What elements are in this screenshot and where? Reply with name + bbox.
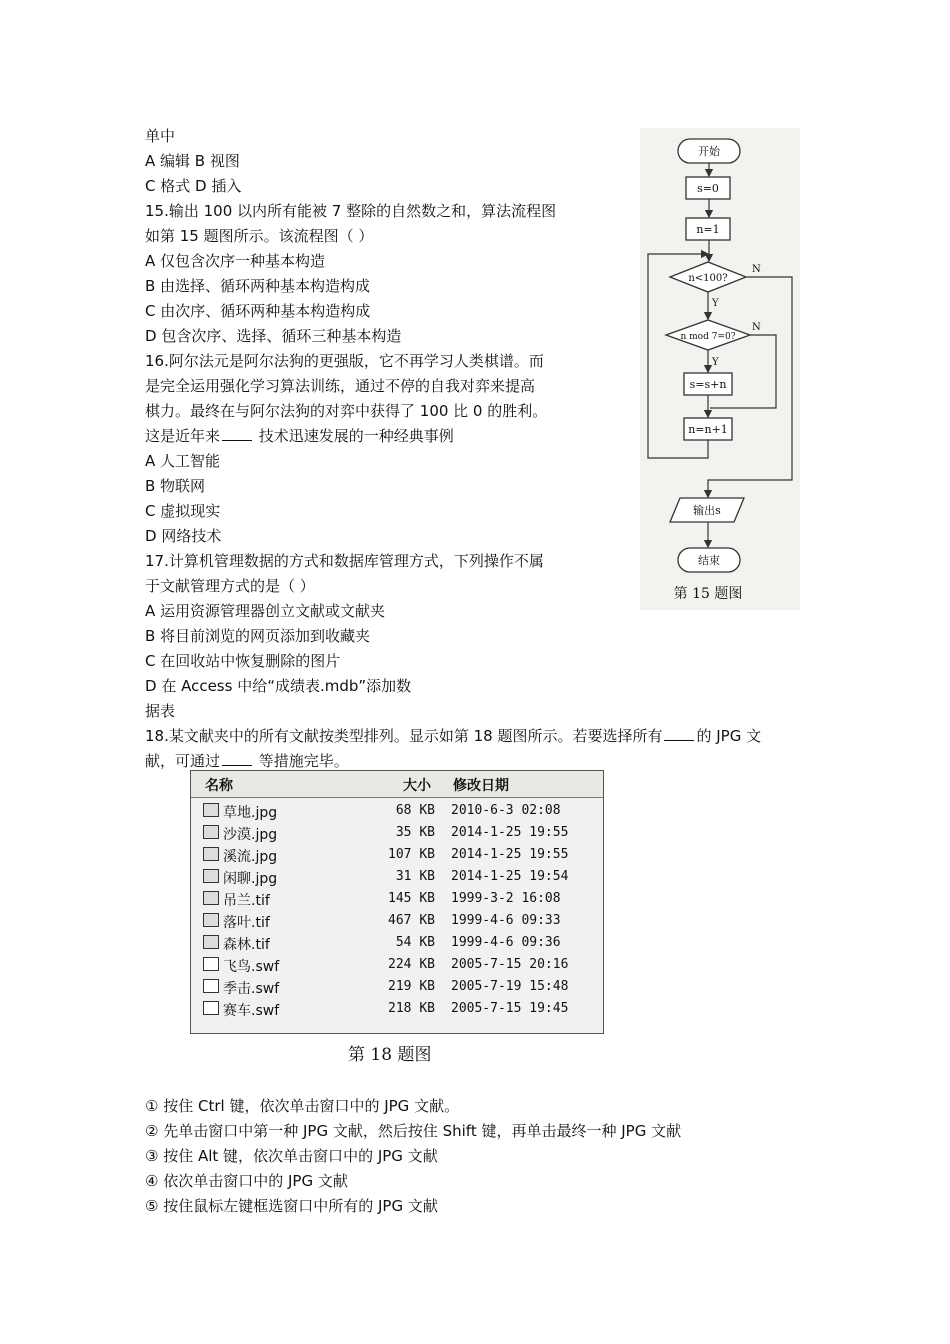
- text-fragment: 等措施完毕。: [254, 752, 349, 770]
- file-name: 飞鸟.swf: [223, 959, 280, 975]
- question-17-stem: 17.计算机管理数据的方式和数据库管理方式，下列操作不属: [145, 552, 544, 570]
- file-row: [191, 866, 603, 888]
- file-name: 溪流.jpg: [223, 849, 278, 865]
- file-date: 2005-7-15 19:45: [451, 1001, 569, 1016]
- file-row: [191, 844, 603, 866]
- image-file-icon: [203, 825, 219, 839]
- flow-label: n=1: [696, 223, 720, 236]
- option-5: ⑤ 按住鼠标左键框选窗口中所有的 JPG 文献: [145, 1197, 438, 1215]
- text-fragment: 技术迅速发展的一种经典事例: [254, 427, 454, 445]
- question-15-stem: 15.输出 100 以内所有能被 7 整除的自然数之和，算法流程图: [145, 202, 557, 220]
- question-18-stem: [145, 724, 761, 748]
- option-b: B 将目前浏览的网页添加到收藏夹: [145, 627, 371, 645]
- option-d: D 在 Access 中给“成绩表.mdb”添加数: [145, 677, 412, 695]
- file-date: 1999-3-2 16:08: [451, 891, 561, 906]
- file-name: 森林.tif: [223, 937, 270, 953]
- figure-caption: 第 18 题图: [348, 1045, 432, 1065]
- option-1: ① 按住 Ctrl 键，依次单击窗口中的 JPG 文献。: [145, 1097, 460, 1115]
- text-line: C 格式 D 插入: [145, 177, 242, 195]
- file-date: 1999-4-6 09:36: [451, 935, 561, 950]
- file-size: 107 KB: [388, 847, 435, 862]
- file-size: 145 KB: [388, 891, 435, 906]
- file-name: 吊兰.tif: [223, 893, 270, 909]
- text-line: 据表: [145, 702, 176, 720]
- file-list-header: [191, 771, 603, 798]
- option-2: ② 先单击窗口中第一种 JPG 文献，然后按住 Shift 键，再单击最终一种 JPG 文献: [145, 1122, 682, 1140]
- flash-file-icon: [203, 979, 219, 993]
- flow-label: s=0: [697, 182, 719, 195]
- file-date: 1999-4-6 09:33: [451, 913, 561, 928]
- column-header-size: 大小: [403, 778, 431, 794]
- question-16-stem: 棋力。最终在与阿尔法狗的对弈中获得了 100 比 0 的胜利。: [145, 402, 548, 420]
- flow-condition-label: n mod 7=0?: [680, 332, 736, 342]
- flow-label: n=n+1: [688, 423, 728, 436]
- option-b: B 由选择、循环两种基本构造构成: [145, 277, 371, 295]
- file-date: 2010-6-3 02:08: [451, 803, 561, 818]
- file-size: 224 KB: [388, 957, 435, 972]
- file-row: [191, 800, 603, 822]
- flash-file-icon: [203, 1001, 219, 1015]
- text-line: A 编辑 B 视图: [145, 152, 240, 170]
- option-d: D 网络技术: [145, 527, 222, 545]
- file-list-figure: [190, 770, 604, 1034]
- file-size: 467 KB: [388, 913, 435, 928]
- text-line: 单中: [145, 127, 176, 145]
- file-row: [191, 888, 603, 910]
- option-a: A 人工智能: [145, 452, 221, 470]
- option-a: A 仅包含次序一种基本构造: [145, 252, 326, 270]
- option-c: C 在回收站中恢复删除的图片: [145, 652, 341, 670]
- question-16-stem: 是完全运用强化学习算法训练，通过不停的自我对弈来提高: [145, 377, 536, 395]
- flow-output-label: 输出s: [693, 504, 721, 517]
- option-4: ④ 依次单击窗口中的 JPG 文献: [145, 1172, 348, 1190]
- text-fragment: 这是近年来: [145, 427, 221, 445]
- file-name: 季击.swf: [223, 981, 280, 997]
- answer-blank: [222, 751, 252, 766]
- file-row: [191, 932, 603, 954]
- file-name: 落叶.tif: [223, 915, 270, 931]
- flow-end-label: 结束: [698, 554, 720, 567]
- file-name: 沙漠.jpg: [223, 827, 278, 843]
- answer-blank: [664, 726, 694, 741]
- flow-condition-label: n<100?: [688, 273, 728, 284]
- figure-caption: 第 15 题图: [673, 586, 743, 602]
- option-c: C 由次序、循环两种基本构造构成: [145, 302, 371, 320]
- no-label: N: [752, 264, 761, 275]
- image-file-icon: [203, 869, 219, 883]
- question-15-stem: 如第 15 题图所示。该流程图（ ）: [145, 227, 374, 245]
- file-name: 闲聊.jpg: [223, 871, 278, 887]
- question-16-stem: [145, 424, 454, 448]
- flow-start-label: 开始: [698, 145, 720, 158]
- option-c: C 虚拟现实: [145, 502, 221, 520]
- file-row: [191, 976, 603, 998]
- image-file-icon: [203, 935, 219, 949]
- file-name: 草地.jpg: [223, 805, 278, 821]
- yes-label: Y: [712, 357, 719, 368]
- image-file-icon: [203, 847, 219, 861]
- column-header-date: 修改日期: [453, 778, 509, 794]
- text-fragment: 18.某文献夹中的所有文献按类型排列。显示如第 18 题图所示。若要选择所有: [145, 727, 663, 745]
- flow-label: s=s+n: [689, 378, 727, 391]
- file-size: 35 KB: [395, 825, 435, 840]
- file-date: 2005-7-19 15:48: [451, 979, 569, 994]
- question-16-stem: 16.阿尔法元是阿尔法狗的更强版，它不再学习人类棋谱。而: [145, 352, 544, 370]
- no-label: N: [752, 322, 761, 333]
- option-3: ③ 按住 Alt 键，依次单击窗口中的 JPG 文献: [145, 1147, 438, 1165]
- file-date: 2014-1-25 19:55: [451, 847, 569, 862]
- flowchart-figure: [640, 128, 800, 610]
- option-a: A 运用资源管理器创立文献或文献夹: [145, 602, 386, 620]
- file-name: 赛车.swf: [223, 1003, 280, 1019]
- file-row: [191, 822, 603, 844]
- file-size: 54 KB: [395, 935, 435, 950]
- column-header-name: 名称: [205, 778, 233, 794]
- image-file-icon: [203, 891, 219, 905]
- file-date: 2014-1-25 19:55: [451, 825, 569, 840]
- file-date: 2014-1-25 19:54: [451, 869, 569, 884]
- image-file-icon: [203, 913, 219, 927]
- answer-blank: [222, 426, 252, 441]
- yes-label: Y: [712, 298, 719, 309]
- flash-file-icon: [203, 957, 219, 971]
- file-date: 2005-7-15 20:16: [451, 957, 569, 972]
- image-file-icon: [203, 803, 219, 817]
- file-size: 219 KB: [388, 979, 435, 994]
- file-row: [191, 998, 603, 1020]
- file-row: [191, 910, 603, 932]
- file-size: 218 KB: [388, 1001, 435, 1016]
- file-size: 31 KB: [395, 869, 435, 884]
- file-row: [191, 954, 603, 976]
- text-fragment: 献，可通过: [145, 752, 221, 770]
- option-b: B 物联网: [145, 477, 206, 495]
- option-d: D 包含次序、选择、循环三种基本构造: [145, 327, 402, 345]
- file-size: 68 KB: [395, 803, 435, 818]
- text-fragment: 的 JPG 文: [696, 727, 762, 745]
- question-17-stem: 于文献管理方式的是（ ）: [145, 577, 315, 595]
